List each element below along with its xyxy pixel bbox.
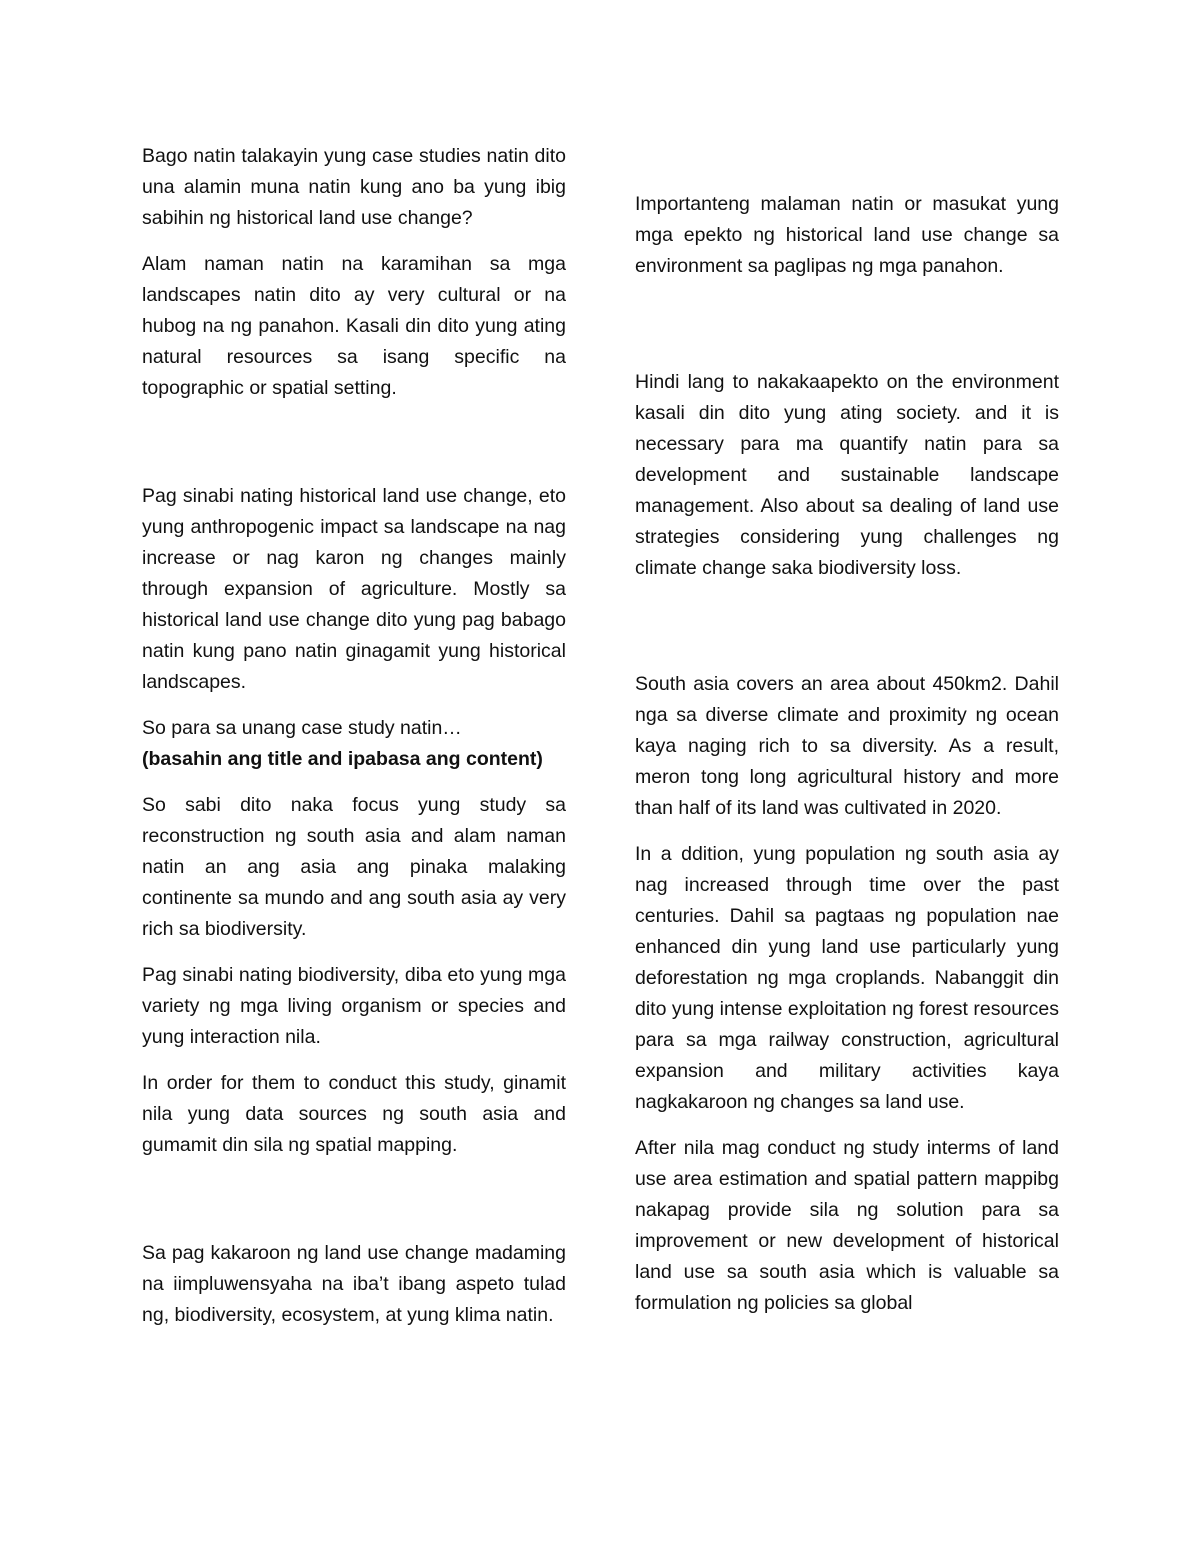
paragraph-methods: In order for them to conduct this study, ginamit nila yung data sources ng south asia and gumamit din sila ng spatial mapping.: [142, 1072, 566, 1156]
paragraph-intro-question: Bago natin talakayin yung case studies natin dito una alamin muna natin kung ano ba yung ibig sabihin ng historical land use change?: [142, 145, 566, 229]
paragraph-society: Hindi lang to nakakaapekto on the environment kasali din dito yung ating society. and it is necessary para ma quantify natin para sa development and sustainable landscape management. Also about sa dealing of land use strategies considering yung challenges ng climate change saka biodiversity loss.: [635, 371, 1059, 579]
paragraph-study-focus: So sabi dito naka focus yung study sa reconstruction ng south asia and alam naman natin an ang asia ang pinaka malaking continente sa mundo and ang south asia ay very rich sa biodiversity.: [142, 794, 566, 940]
left-column: [142, 141, 566, 1331]
right-column: [635, 189, 1059, 1319]
case-study-intro-text: So para sa unang case study natin…: [142, 717, 462, 739]
paragraph-importance: Importanteng malaman natin or masukat yung mga epekto ng historical land use change sa environment sa paglipas ng mga panahon.: [635, 193, 1059, 277]
paragraph-conclusion: After nila mag conduct ng study interms of land use area estimation and spatial pattern mappibg nakapag provide sila ng solution para sa improvement or new development of historical land use sa south asia which is valuable sa formulation ng policies sa global: [635, 1137, 1059, 1314]
paragraph-population: In a ddition, yung population ng south asia ay nag increased through time over the past centuries. Dahil sa pagtaas ng population nae enhanced din yung land use particularly yung deforestation ng mga croplands. Nabanggit din dito yung intense exploitation ng forest resources para sa mga railway construction, agricultural expansion and military activities kaya nagkakaroon ng changes sa land use.: [635, 843, 1059, 1113]
paragraph-biodiversity: Pag sinabi nating biodiversity, diba eto yung mga variety ng mga living organism or species and yung interaction nila.: [142, 964, 566, 1048]
paragraph-south-asia-area: South asia covers an area about 450km2. Dahil nga sa diverse climate and proximity ng ocean kaya naging rich to sa diversity. As a result, meron tong long agricultural history and more than half of its land was cultivated in 2020.: [635, 673, 1059, 819]
reading-instruction: (basahin ang title and ipabasa ang content): [142, 748, 543, 770]
paragraph-definition: Pag sinabi nating historical land use change, eto yung anthropogenic impact sa landscape na nag increase or nag karon ng changes mainly through expansion of agriculture. Mostly sa historical land use change dito yung pag babago natin kung pano natin ginagamit yung historical landscapes.: [142, 485, 566, 693]
paragraph-case-study-intro: [142, 713, 566, 775]
paragraph-cultural-landscapes: Alam naman natin na karamihan sa mga landscapes natin dito ay very cultural or na hubog na ng panahon. Kasali din dito yung ating natural resources sa isang specific na topographic or spatial setting.: [142, 253, 566, 399]
paragraph-influences: Sa pag kakaroon ng land use change madaming na iimpluwensyaha na iba’t ibang aspeto tulad ng, biodiversity, ecosystem, at yung klima natin.: [142, 1242, 566, 1326]
